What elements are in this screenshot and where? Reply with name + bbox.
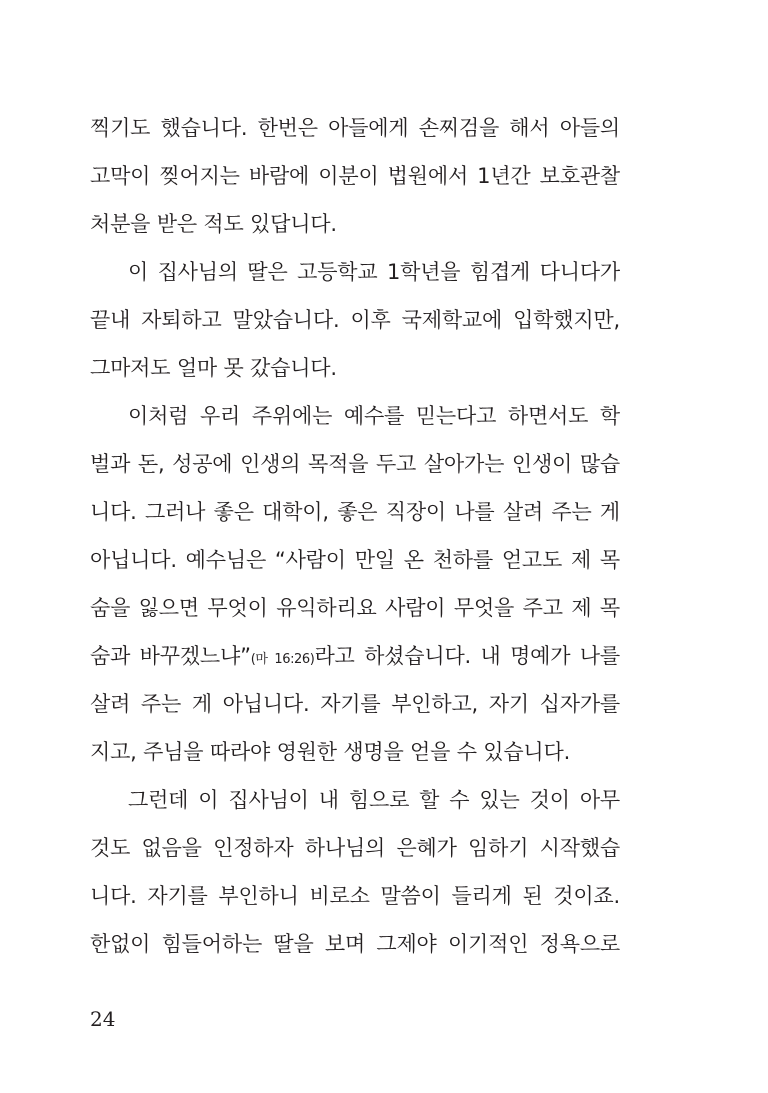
text-line: 그런데 이 집사님이 내 힘으로 할 수 있는 것이 아무 xyxy=(128,788,620,812)
text-line: 처분을 받은 적도 있답니다. xyxy=(90,212,337,236)
text-line: 그마저도 얼마 못 갔습니다. xyxy=(90,356,337,380)
quote-continuation: 라고 하셨습니다. 내 명예가 나를 xyxy=(314,644,620,668)
text-line-with-reference xyxy=(90,636,620,676)
text-line: 살려 주는 게 아닙니다. 자기를 부인하고, 자기 십자가를 xyxy=(90,692,620,716)
text-line: 지고, 주님을 따라야 영원한 생명을 얻을 수 있습니다. xyxy=(90,740,571,764)
page-number: 24 xyxy=(90,1007,116,1031)
text-line: 이처럼 우리 주위에는 예수를 믿는다고 하면서도 학 xyxy=(128,404,620,428)
text-line: 것도 없음을 인정하자 하나님의 은혜가 임하기 시작했습 xyxy=(90,836,620,860)
text-line: 찍기도 했습니다. 한번은 아들에게 손찌검을 해서 아들의 xyxy=(90,116,620,140)
text-line: 이 집사님의 딸은 고등학교 1학년을 힘겹게 다니다가 xyxy=(128,260,620,284)
text-line: 한없이 힘들어하는 딸을 보며 그제야 이기적인 정욕으로 xyxy=(90,932,620,956)
text-line: 니다. 그러나 좋은 대학이, 좋은 직장이 나를 살려 주는 게 xyxy=(90,500,620,524)
text-line: 고막이 찢어지는 바람에 이분이 법원에서 1년간 보호관찰 xyxy=(90,164,620,188)
text-line: 벌과 돈, 성공에 인생의 목적을 두고 살아가는 인생이 많습 xyxy=(90,452,620,476)
text-line: 아닙니다. 예수님은 “사람이 만일 온 천하를 얻고도 제 목 xyxy=(90,548,620,572)
quote-end: 숨과 바꾸겠느냐” xyxy=(90,644,251,668)
text-line: 끝내 자퇴하고 말았습니다. 이후 국제학교에 입학했지만, xyxy=(90,308,620,332)
scripture-reference: (마 16:26) xyxy=(250,652,315,667)
text-line: 니다. 자기를 부인하니 비로소 말씀이 들리게 된 것이죠. xyxy=(90,884,620,908)
text-line: 숨을 잃으면 무엇이 유익하리요 사람이 무엇을 주고 제 목 xyxy=(90,596,620,620)
